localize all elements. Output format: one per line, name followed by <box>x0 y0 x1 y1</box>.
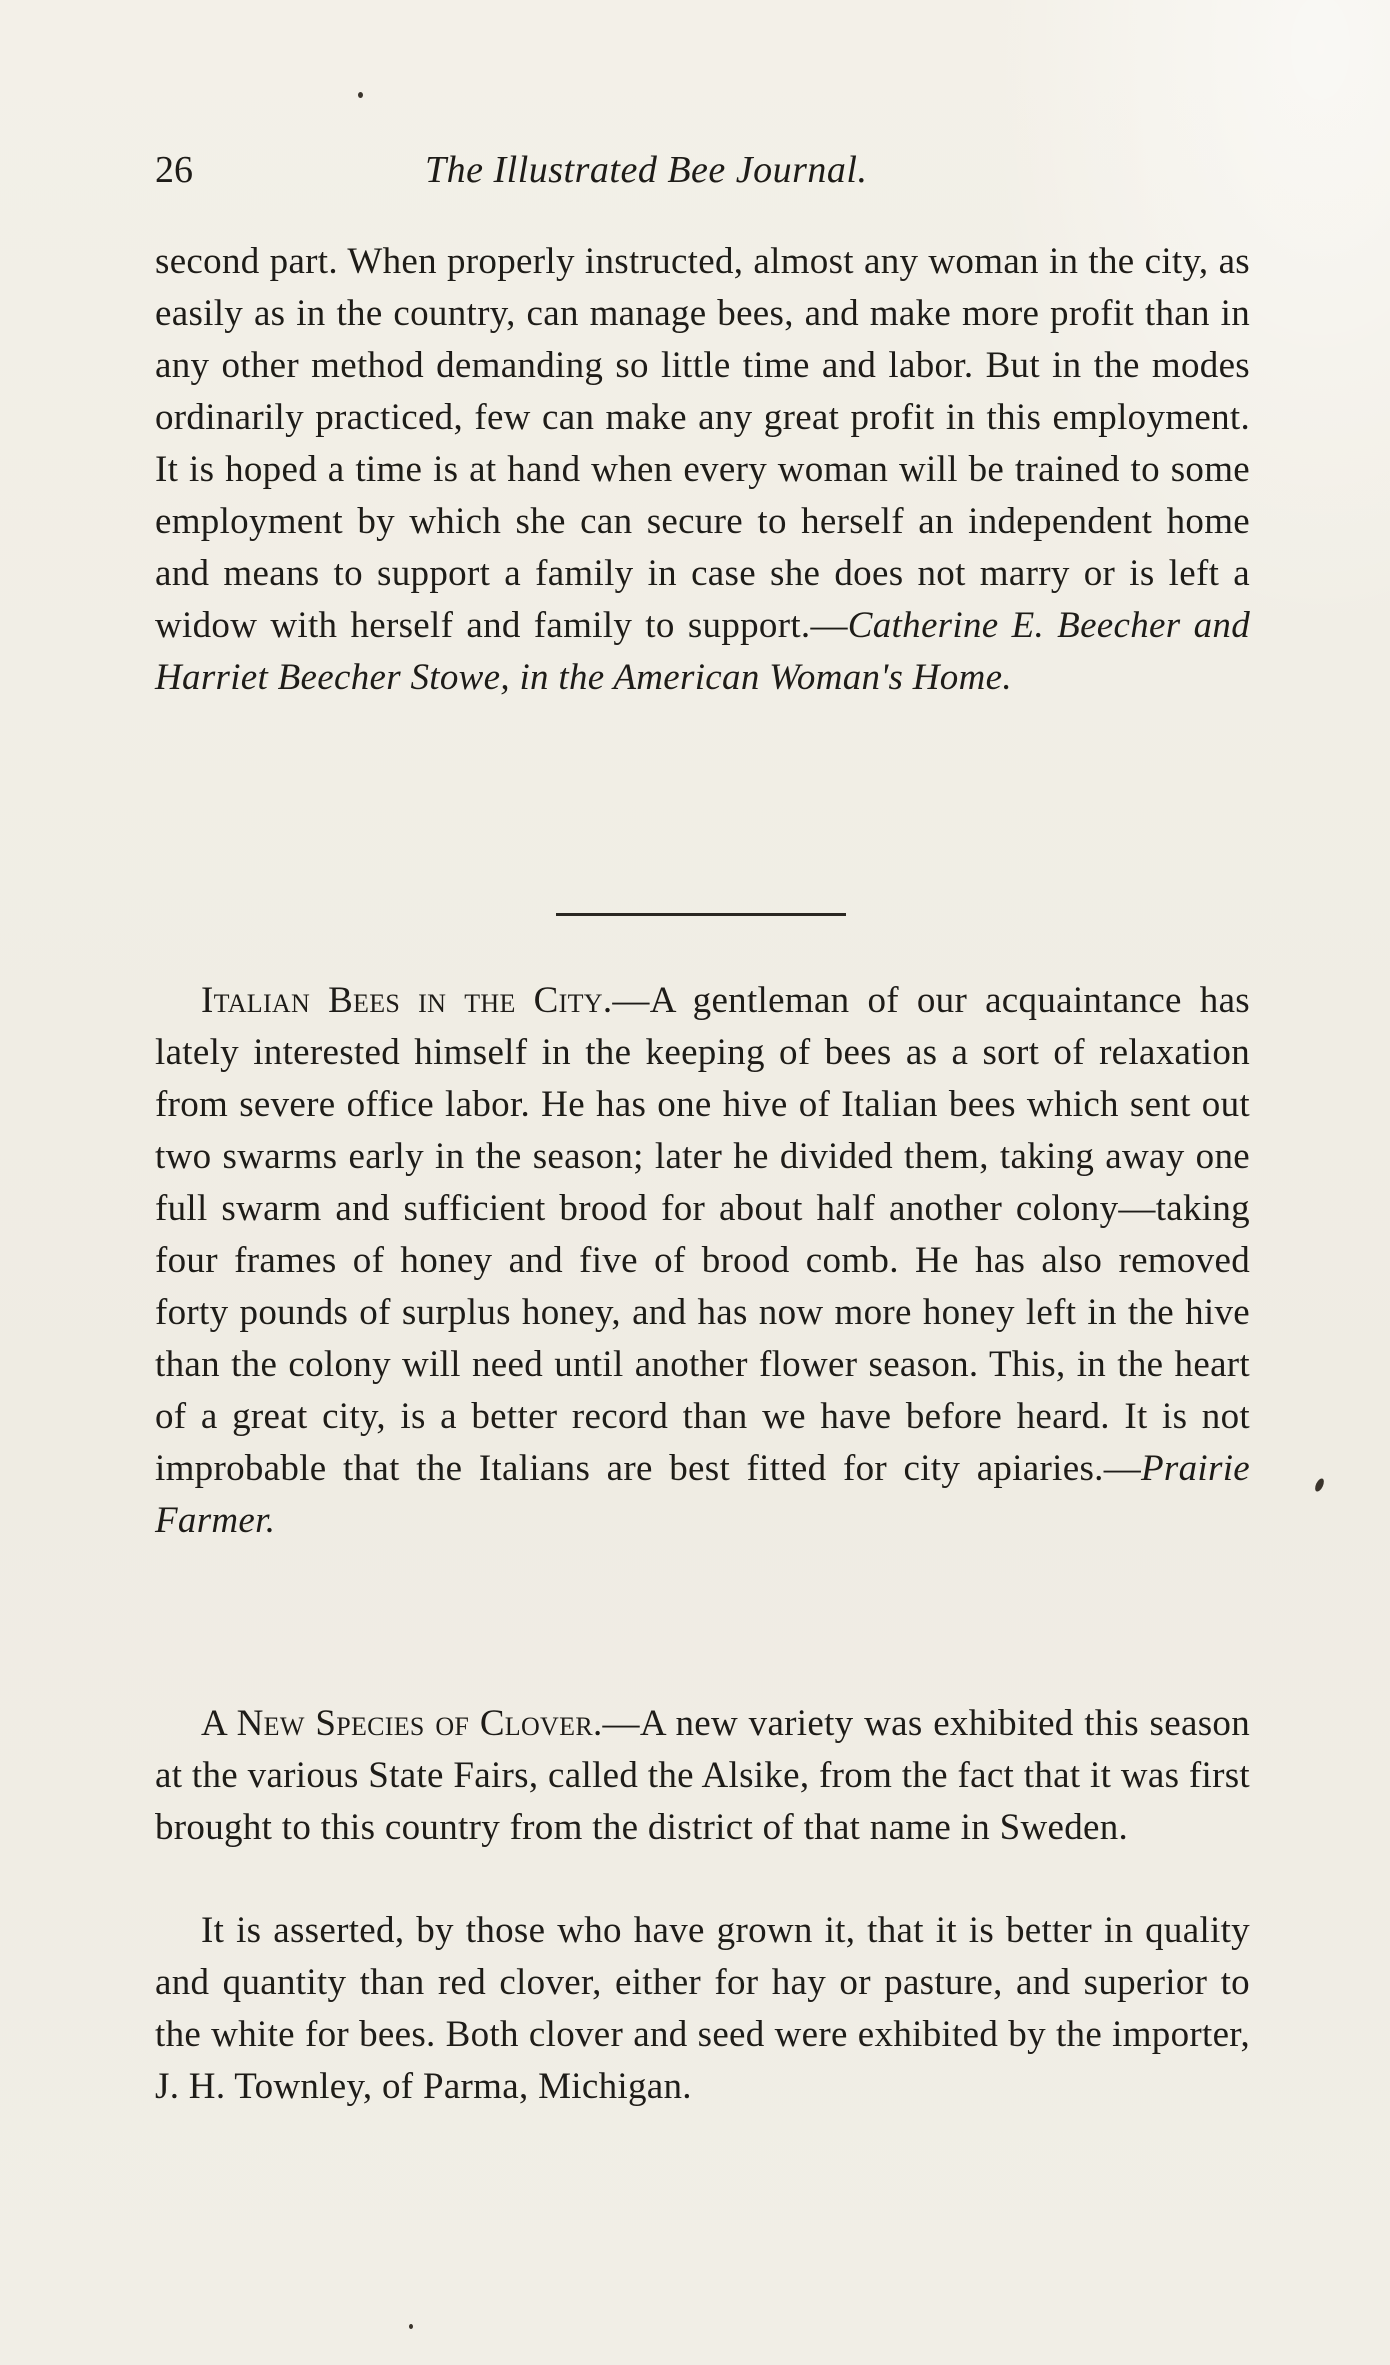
article-text: —A gentleman of our acquaintance has lately interested himself in the keeping of bees as a sort of relaxation from severe office labor. He has one hive of Italian bees which sent out two swarms early in the season; later he divided them, taking away one full swarm and sufficient brood for about half another colony—taking four frames of honey and five of brood comb. He has also removed forty pounds of surplus honey, and has now more honey left in the hive than the colony will need until another flower season. This, in the heart of a great city, is a better record than we have before heard. It is not improbable that the Italians are best fitted for city apiaries.— <box>155 980 1250 1489</box>
article-heading: A New Species of Clover. <box>201 1703 603 1744</box>
ink-speck <box>1313 1477 1325 1493</box>
ink-speck <box>409 2324 413 2329</box>
page-number: 26 <box>155 149 193 191</box>
ink-speck <box>358 92 363 98</box>
article-text: It is asserted, by those who have grown it, that it is better in quality and quantity than red clover, either for hay or pasture, and superior to the white for bees. Both clover and seed were exhibited by the importer, J. H. Townley, of Parma, Michigan. <box>155 1910 1250 2107</box>
article-heading: Italian Bees in the City. <box>201 980 613 1021</box>
running-title: The Illustrated Bee Journal. <box>425 149 868 191</box>
article-new-clover <box>155 1698 1250 1854</box>
article-clover-continued <box>155 1905 1250 2113</box>
paragraph-text: second part. When properly instructed, almost any woman in the city, as easily as in the country, can manage bees, and make more profit than in any other method demanding so little time and labor. But in the modes ordinarily practiced, few can make any great profit in this employment. It is hoped a time is at hand when every woman will be trained to some employment by which she can secure to herself an independent home and means to support a family in case she does not marry or is left a widow with herself and family to support.— <box>155 241 1250 646</box>
attribution: Prairie Farmer. <box>155 1448 1250 1541</box>
article-text: —A new variety was exhibited this season at the various State Fairs, called the Alsike, from the fact that it was first brought to this country from the district of that name in Sweden. <box>155 1703 1250 1848</box>
paragraph-women-beekeeping <box>155 236 1250 704</box>
article-italian-bees <box>155 975 1250 1547</box>
attribution: Catherine E. Beecher and Harriet Beecher Stowe, in the American Woman's Home. <box>155 605 1250 698</box>
section-divider <box>556 913 846 916</box>
page-header <box>155 148 1255 208</box>
